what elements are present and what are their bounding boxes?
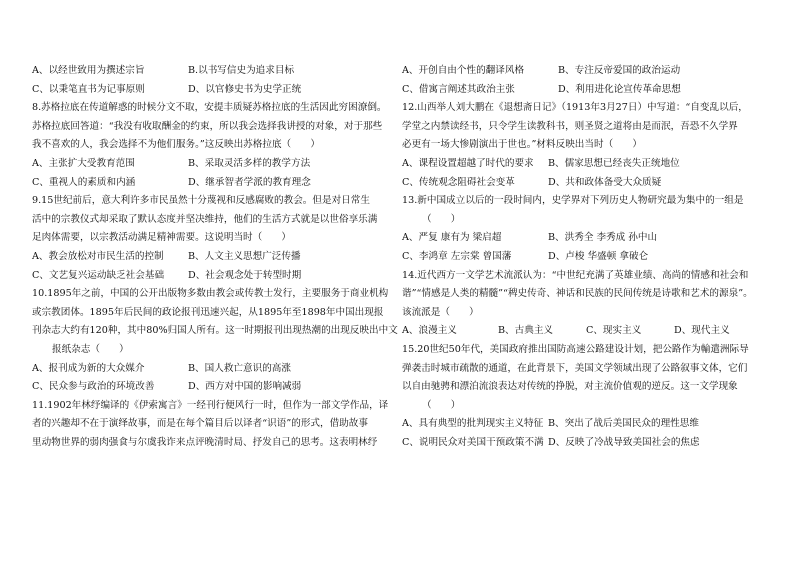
answer-option: D、共和政体备受大众质疑 bbox=[548, 176, 662, 188]
answer-option: A、课程设置超越了时代的要求 bbox=[402, 157, 534, 169]
answer-option: D、继承智者学派的教育理念 bbox=[188, 176, 311, 188]
question-text-line: （ ） bbox=[422, 399, 461, 411]
answer-options-row bbox=[32, 81, 388, 100]
answer-option: B、洪秀全 李秀成 孙中山 bbox=[548, 232, 658, 244]
question-text-line: 15.20世纪50年代，美国政府推出国防高速公路建设计划，把公路作为輸遣洲际导 bbox=[402, 343, 749, 355]
question-text-line: 12.山西举人刘大鹏在《退想斋日记》（1913年3月27日）中写道：“自变乱以后， bbox=[402, 102, 748, 114]
question-text-line: 者的兴趣却不在于演绎故事，而是在每个篇目后以译者“识语”的形式，借助故事 bbox=[32, 418, 368, 430]
question-text-line: 9.15世纪前后，意大利许多市民虽然十分蔑视和反感腐败的教会。但是对日常生 bbox=[32, 195, 370, 207]
question-text-line: 以自由驰骋和漂泊流浪表达对传统的挣脱，对主流价值观的逆反。这一文学现象 bbox=[402, 381, 738, 393]
answer-options-row bbox=[402, 62, 766, 81]
question-text-line: 弹袭击时城市疏散的通道，在此背景下，美国文学领域出现了公路叙事文体，它们 bbox=[402, 362, 748, 374]
answer-option: C、文艺复兴运动缺乏社会基础 bbox=[32, 269, 165, 281]
answer-option: C、借寓言阐述其政治主张 bbox=[402, 83, 515, 95]
question-text-line: 谐”“情感是人类的精髓”“稗史传奇、神话和民族的民间传统是诗歌和艺术的源泉”。 bbox=[402, 288, 753, 300]
question-text-line: 该流派是（ ） bbox=[402, 306, 479, 318]
answer-options-row bbox=[402, 174, 766, 193]
answer-options-row bbox=[32, 378, 388, 397]
answer-options-row bbox=[402, 155, 766, 174]
answer-options-row bbox=[32, 267, 388, 286]
left-column bbox=[32, 62, 398, 452]
question-text-line: 报纸杂志（ ） bbox=[52, 343, 129, 355]
answer-option: A、教会放松对市民生活的控制 bbox=[32, 250, 164, 262]
answer-option: A、严复 康有为 梁启超 bbox=[402, 232, 502, 244]
answer-option: D、卢梭 华盛顿 拿破仑 bbox=[548, 250, 649, 262]
answer-options-row bbox=[402, 248, 766, 267]
answer-option: B、儒家思想已经丧失正统地位 bbox=[548, 157, 680, 169]
answer-option: A、浪漫主义 bbox=[402, 325, 457, 337]
right-column bbox=[402, 62, 766, 452]
question-text-line: 我不喜欢的人，我会选择不为他们服务。”这反映出苏格拉底（ ） bbox=[32, 139, 320, 151]
answer-option: C、李鸿章 左宗棠 曾国藩 bbox=[402, 250, 512, 262]
answer-option: C、现实主义 bbox=[586, 325, 642, 337]
question-text-line: 活中的宗教仪式却采取了默认态度并坚决维持，他们的生活方式就是以世俗享乐满 bbox=[32, 213, 378, 225]
answer-option: B、国人救亡意识的高涨 bbox=[188, 362, 291, 374]
answer-option: C、说明民众对美国干预政策不满 bbox=[402, 436, 544, 448]
answer-option: B、人文主义思想广泛传播 bbox=[188, 250, 301, 262]
answer-option: B.以书写信史为追求目标 bbox=[188, 65, 295, 76]
answer-options-row bbox=[32, 155, 388, 174]
answer-option: C、重视人的素质和内涵 bbox=[32, 176, 136, 188]
question-text-line: 里动物世界的弱肉强食与尔虞我诈来点评晚清时局、抒发自己的思考。这表明林纾 bbox=[32, 436, 378, 448]
answer-options-row bbox=[32, 62, 388, 81]
answer-option: C、传统观念阻碍社会变革 bbox=[402, 176, 515, 188]
answer-option: C、民众参与政治的环境改善 bbox=[32, 381, 155, 393]
question-text-line: 学堂之内禁读经书，只令学生读教科书，则圣贤之道将由是而泯，吾恐不久学界 bbox=[402, 120, 738, 132]
question-text-line: 10.1895年之前，中国的公开出版物多数由教会或传教士发行，主要服务于商业机构 bbox=[32, 288, 389, 300]
answer-option: B、突出了战后美国民众的理性思维 bbox=[548, 418, 699, 430]
answer-option: D、西方对中国的影响减弱 bbox=[188, 381, 302, 393]
answer-options-row bbox=[402, 229, 766, 248]
answer-option: A、主张扩大受教育范围 bbox=[32, 157, 135, 169]
question-text-line: 刊杂志大约有120种，其中80%归国人所有。这一时期报刊出现热潮的出现反映出中文 bbox=[32, 325, 398, 337]
question-text-line: 必更有一场大惨剧演出于世也。”材料反映出当时（ ） bbox=[402, 139, 642, 151]
answer-options-row bbox=[402, 81, 766, 100]
answer-option: A、以经世致用为撰述宗旨 bbox=[32, 65, 145, 76]
question-text-line: 11.1902年林纾编译的《伊索寓言》一经刊行便风行一时，但作为一部文学作品，译 bbox=[32, 399, 389, 411]
question-text-line: 苏格拉底回答道：“我没有收取酬金的约束，所以我会选择我讲授的对象，对于那些 bbox=[32, 120, 383, 132]
answer-option: D、反映了冷战导致美国社会的焦虑 bbox=[548, 436, 700, 448]
answer-options-row bbox=[402, 415, 766, 434]
answer-options-row bbox=[402, 434, 766, 453]
question-text-line: 或宗教团体。1895年后民间的政论报刊迅速兴起，从1895年至1898年中国出现报 bbox=[32, 306, 384, 318]
answer-option: A、报刊成为新的大众媒介 bbox=[32, 362, 145, 374]
answer-option: D、利用进化论宣传革命思想 bbox=[558, 83, 681, 95]
answer-options-row bbox=[32, 174, 388, 193]
answer-options-row bbox=[32, 248, 388, 267]
question-text-line: 14.近代西方一文学艺术流派认为：“中世纪充满了英雄业绩、高尚的情感和社会和 bbox=[402, 269, 749, 281]
answer-option: D、现代主义 bbox=[674, 325, 730, 337]
answer-option: B、古典主义 bbox=[498, 325, 554, 337]
question-text-line: （ ） bbox=[422, 213, 461, 225]
answer-option: D、社会观念处于转型时期 bbox=[188, 269, 302, 281]
answer-option: A、具有典型的批判现实主义特征 bbox=[402, 418, 544, 430]
answer-options-row bbox=[402, 322, 766, 341]
answer-option: C、以秉笔直书为记事原则 bbox=[32, 83, 145, 95]
answer-options-row bbox=[32, 360, 388, 379]
answer-option: B、采取灵活多样的教学方法 bbox=[188, 157, 311, 169]
answer-option: D、以官修史书为史学正统 bbox=[188, 83, 302, 95]
question-text-line: 13.新中国成立以后的一段时间内，史学界对下列历史人物研究最为集中的一组是 bbox=[402, 195, 744, 207]
question-text-line: 8.苏格拉底在传道解惑的时候分文不取，安提丰质疑苏格拉底的生活因此穷困潦倒。 bbox=[32, 102, 387, 114]
question-text-line: 足肉体需要，以宗教活动满足精神需要。这说明当时（ ） bbox=[32, 232, 292, 244]
answer-option: B、专注反帝爱国的政治运动 bbox=[558, 65, 681, 76]
answer-option: A、开创自由个性的翻译风格 bbox=[402, 65, 525, 76]
